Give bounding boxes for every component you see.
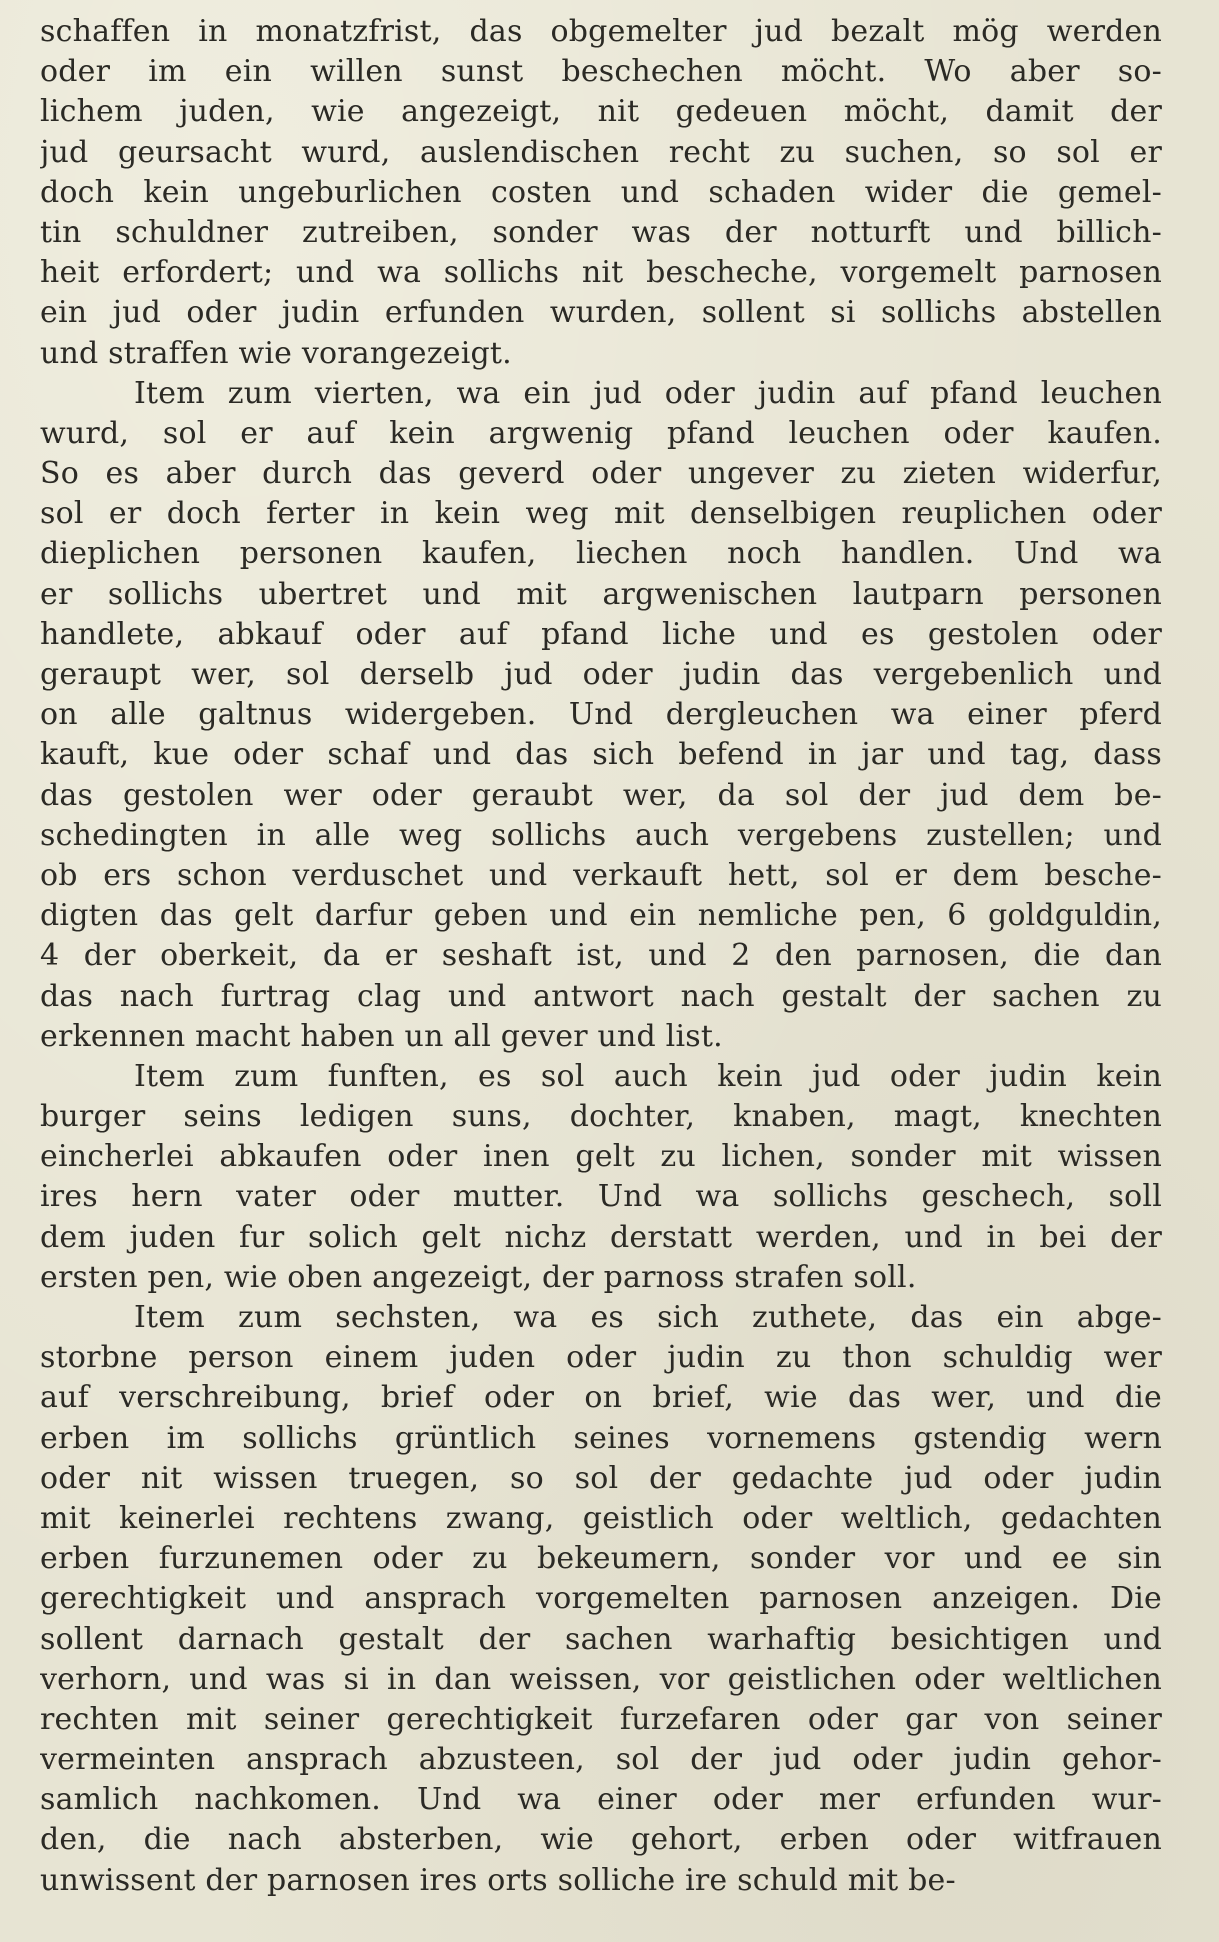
text-line: ob ers schon verduschet und verkauft hett, sol er dem besche-: [40, 857, 1162, 893]
text-line: So es aber durch das geverd oder ungever zu zieten widerfur,: [40, 456, 1162, 492]
paragraph: [40, 12, 1162, 374]
paragraph: [40, 1057, 1162, 1298]
text-line: oder nit wissen truegen, so sol der gedachte jud oder judin: [40, 1460, 1162, 1496]
text-line: ires hern vater oder mutter. Und wa sollichs geschech, soll: [40, 1179, 1162, 1215]
text-line: schaffen in monatzfrist, das obgemelter jud bezalt mög werden: [40, 14, 1162, 49]
text-line: Item zum sechsten, wa es sich zuthete, das ein abge-: [134, 1300, 1162, 1335]
text-line: on alle galtnus widergeben. Und dergleuchen wa einer pferd: [40, 697, 1162, 733]
text-line: jud geursacht wurd, auslendischen recht zu suchen, so sol er: [40, 134, 1162, 170]
text-line: erben im sollichs grüntlich seines vornemens gstendig wern: [40, 1420, 1162, 1456]
text-line: tin schuldner zutreiben, sonder was der notturft und billich-: [40, 214, 1162, 250]
text-line: ersten pen, wie oben angezeigt, der parnoss strafen soll.: [40, 1259, 917, 1295]
text-line: storbne person einem juden oder judin zu thon schuldig wer: [40, 1340, 1162, 1376]
text-line: oder im ein willen sunst beschechen möcht. Wo aber so-: [40, 54, 1162, 90]
text-line: handlete, abkauf oder auf pfand liche und es gestolen oder: [40, 616, 1162, 652]
text-line: er sollichs ubertret und mit argwenischen lautparn personen: [40, 576, 1162, 612]
paragraph: [40, 374, 1162, 1057]
text-line: das gestolen wer oder geraubt wer, da sol der jud dem be-: [40, 777, 1162, 813]
text-line: doch kein ungeburlichen costen und schaden wider die gemel-: [40, 174, 1162, 210]
text-line: auf verschreibung, brief oder on brief, wie das wer, und die: [40, 1380, 1162, 1416]
text-line: rechten mit seiner gerechtigkeit furzefaren oder gar von seiner: [40, 1701, 1162, 1737]
text-line: digten das gelt darfur geben und ein nemliche pen, 6 goldguldin,: [40, 898, 1162, 934]
text-line: lichem juden, wie angezeigt, nit gedeuen möcht, damit der: [40, 94, 1162, 130]
text-line: heit erfordert; und wa sollichs nit bescheche, vorgemelt parnosen: [40, 255, 1162, 291]
text-line: dem juden fur solich gelt nichz derstatt werden, und in bei der: [40, 1219, 1162, 1255]
paragraph: [40, 1298, 1162, 1901]
text-line: samlich nachkomen. Und wa einer oder mer erfunden wur-: [40, 1782, 1162, 1818]
text-line: sol er doch ferter in kein weg mit denselbigen reuplichen oder: [40, 496, 1162, 532]
text-line: mit keinerlei rechtens zwang, geistlich oder weltlich, gedachten: [40, 1500, 1162, 1536]
text-line: wurd, sol er auf kein argwenig pfand leuchen oder kaufen.: [40, 415, 1162, 451]
text-line: verhorn, und was si in dan weissen, vor geistlichen oder weltlichen: [40, 1661, 1162, 1697]
text-line: geraupt wer, sol derselb jud oder judin das vergebenlich und: [40, 657, 1162, 692]
text-line: kauft, kue oder schaf und das sich befend in jar und tag, dass: [40, 737, 1162, 773]
text-line: dieplichen personen kaufen, liechen noch handlen. Und wa: [40, 536, 1162, 572]
text-line: den, die nach absterben, wie gehort, erben oder witfrauen: [40, 1822, 1162, 1858]
text-line: Item zum vierten, wa ein jud oder judin auf pfand leuchen: [134, 375, 1162, 411]
text-line: unwissent der parnosen ires orts solliche ire schuld mit be-: [40, 1862, 956, 1898]
text-line: ein jud oder judin erfunden wurden, sollent si sollichs abstellen: [40, 295, 1162, 331]
text-column: [40, 12, 1162, 1901]
text-line: und straffen wie vorangezeigt.: [40, 335, 512, 371]
text-line: eincherlei abkaufen oder inen gelt zu lichen, sonder mit wissen: [40, 1139, 1162, 1175]
text-line: Item zum funften, es sol auch kein jud oder judin kein: [134, 1058, 1162, 1094]
text-line: erben furzunemen oder zu bekeumern, sonder vor und ee sin: [40, 1541, 1162, 1577]
text-line: schedingten in alle weg sollichs auch vergebens zustellen; und: [40, 817, 1162, 853]
text-line: vermeinten ansprach abzusteen, sol der jud oder judin gehor-: [40, 1742, 1162, 1778]
text-line: das nach furtrag clag und antwort nach gestalt der sachen zu: [40, 978, 1162, 1014]
text-line: erkennen macht haben un all gever und list.: [40, 1018, 723, 1054]
text-line: 4 der oberkeit, da er seshaft ist, und 2 den parnosen, die dan: [40, 938, 1162, 974]
text-line: sollent darnach gestalt der sachen warhaftig besichtigen und: [40, 1621, 1162, 1657]
text-line: gerechtigkeit und ansprach vorgemelten parnosen anzeigen. Die: [40, 1581, 1162, 1617]
text-line: burger seins ledigen suns, dochter, knaben, magt, knechten: [40, 1099, 1162, 1135]
